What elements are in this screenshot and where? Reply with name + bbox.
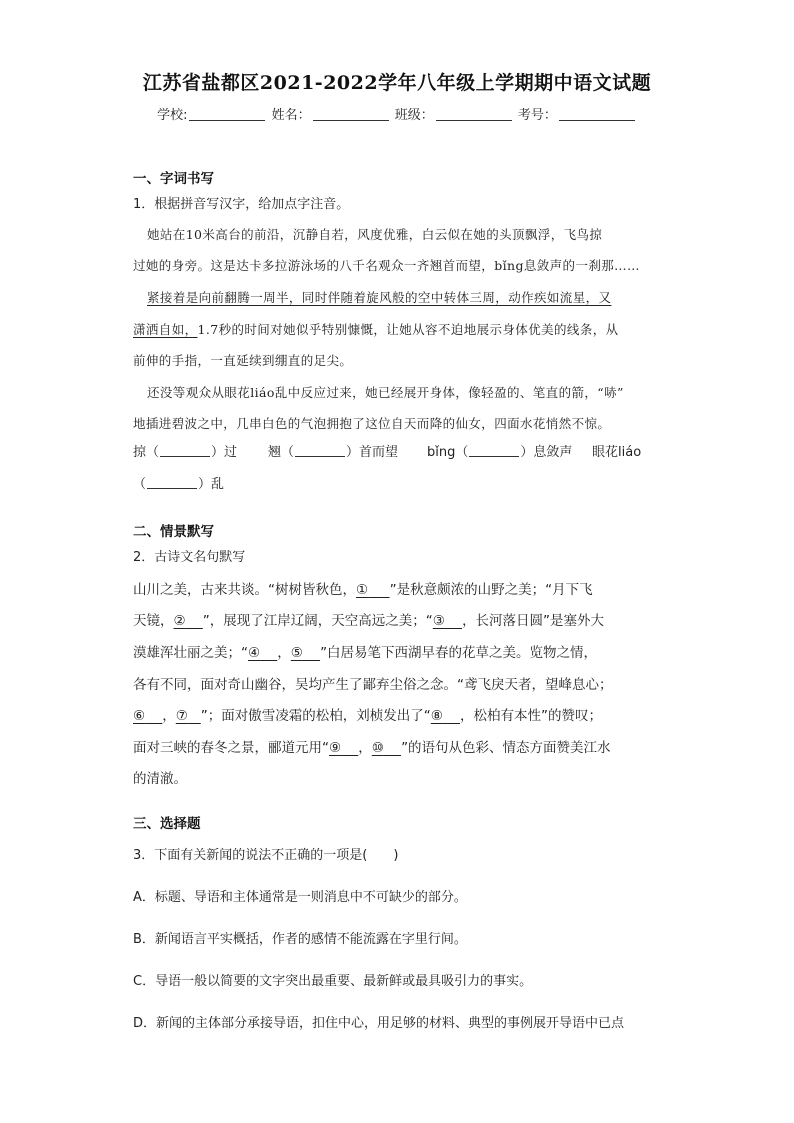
- pinyin-item-prefix: 掠（: [133, 445, 160, 460]
- answer-blank[interactable]: [295, 444, 345, 457]
- poem-text: 面对三峡的春冬之景，郦道元用“: [133, 740, 329, 756]
- poem-text: ”，展现了江岸辽阔，天空高远之美；“: [202, 613, 433, 629]
- passage-line: 过她的身旁。这是达卡多拉游泳场的八千名观众一齐翘首而望，bǐng息敛声的一刹那……: [133, 258, 640, 273]
- option-b[interactable]: B．新闻语言平实概括，作者的感情不能流露在字里行间。: [133, 932, 467, 947]
- blank-marker[interactable]: [329, 740, 358, 756]
- blank-marker[interactable]: [356, 582, 390, 598]
- id-label: 考号：: [517, 108, 557, 123]
- blank-marker[interactable]: [174, 613, 203, 629]
- blank-number: ⑧: [430, 708, 443, 724]
- poem-text: ，: [358, 740, 372, 756]
- poem-line: 各有不同，面对奇山幽谷，吴均产生了鄙弃尘俗之念。“鸢飞戾天者，望峰息心；: [133, 677, 613, 693]
- poem-text: ”白居易笔下西湖早春的花草之美。览物之情，: [320, 645, 598, 661]
- blank-number: ⑦: [175, 708, 188, 724]
- option-a[interactable]: A．标题、导语和主体通常是一则消息中不可缺少的部分。: [133, 890, 467, 905]
- answer-blank[interactable]: [160, 444, 210, 457]
- blank-number: ⑤: [290, 645, 303, 661]
- id-blank[interactable]: [559, 107, 635, 121]
- poem-line: [133, 578, 593, 598]
- section-heading-2: 二、情景默写: [133, 524, 214, 540]
- blank-marker[interactable]: [248, 645, 277, 661]
- blank-number: ②: [173, 613, 186, 629]
- poem-text: ，: [277, 645, 291, 661]
- school-label: 学校:: [157, 108, 188, 123]
- blank-number: ⑩: [371, 740, 384, 756]
- pinyin-item-4: 眼花liáo: [592, 445, 642, 460]
- question-2-prompt: 2．古诗文名句默写: [133, 550, 246, 565]
- section-heading-1: 一、字词书写: [133, 171, 214, 187]
- poem-text: 天镜，: [133, 613, 174, 629]
- pinyin-item-prefix: 翘（: [268, 445, 295, 460]
- name-blank[interactable]: [313, 107, 389, 121]
- pinyin-item-3: [427, 441, 572, 460]
- question-1-prompt: 1．根据拼音写汉字，给加点字注音。: [133, 197, 350, 212]
- pinyin-item-suffix: ）过: [211, 445, 238, 460]
- passage-line: 前伸的手指，一直延续到绷直的足尖。: [133, 353, 353, 368]
- poem-text: 山川之美，古来共谈。“树树皆秋色，: [133, 582, 356, 598]
- poem-line: [133, 736, 611, 756]
- option-d[interactable]: D．新闻的主体部分承接导语，扣住中心，用足够的材料、典型的事例展开导语中已点: [133, 1016, 625, 1031]
- pinyin-item-suffix: ）乱: [198, 477, 225, 492]
- class-label: 班级：: [394, 108, 434, 123]
- poem-text: ”是秋意颇浓的山野之美；“月下飞: [389, 582, 593, 598]
- blank-number: ⑥: [133, 708, 146, 724]
- poem-line: [133, 704, 602, 724]
- blank-marker[interactable]: [372, 740, 401, 756]
- pinyin-item-prefix: bǐng（: [427, 445, 469, 460]
- poem-line: [133, 641, 597, 661]
- pinyin-item-prefix: （: [133, 477, 147, 492]
- exam-title: 江苏省盐都区2021-2022学年八年级上学期期中语文试题: [142, 72, 652, 94]
- blank-marker[interactable]: [431, 708, 460, 724]
- blank-number: ③: [432, 613, 445, 629]
- passage-line: 她站在10米高台的前沿，沉静自若，风度优雅，白云似在她的头顶飘浮，飞鸟掠: [147, 227, 603, 242]
- passage-text: 1.7秒的时间对她似乎特别慷慨，让她从容不迫地展示身体优美的线条，从: [197, 322, 619, 337]
- blank-marker[interactable]: [133, 708, 162, 724]
- passage-line: 还没等观众从眼花liáo乱中反应过来，她已经展开身体，像轻盈的、笔直的箭，“哧”: [147, 385, 624, 400]
- pinyin-item-suffix: ）息敛声: [520, 445, 573, 460]
- passage-line: [133, 320, 663, 338]
- blank-number: ①: [356, 582, 369, 598]
- section-heading-3: 三、选择题: [133, 816, 201, 832]
- answer-blank[interactable]: [147, 476, 197, 489]
- poem-text: ，长河落日圆”是塞外大: [462, 613, 605, 629]
- blank-number: ⑨: [329, 740, 342, 756]
- poem-text: 漠雄浑壮丽之美；“: [133, 645, 248, 661]
- pinyin-item-1: [133, 441, 237, 460]
- poem-line: 的清澈。: [133, 771, 187, 787]
- question-3-prompt: 3．下面有关新闻的说法不正确的一项是( ): [133, 848, 399, 863]
- poem-text: ，: [162, 708, 176, 724]
- answer-blank[interactable]: [469, 444, 519, 457]
- passage-line: 紧接着是向前翻腾一周半，同时伴随着旋风般的空中转体三周，动作疾如流星，又: [147, 290, 612, 305]
- blank-marker[interactable]: [291, 645, 320, 661]
- poem-text: ”的语句从色彩、情态方面赞美江水: [401, 740, 611, 756]
- option-c[interactable]: C．导语一般以简要的文字突出最重要、最新鲜或最具吸引力的事实。: [133, 974, 533, 989]
- blank-marker[interactable]: [176, 708, 201, 724]
- blank-marker[interactable]: [433, 613, 462, 629]
- class-blank[interactable]: [436, 107, 512, 121]
- poem-text: ，松柏有本性”的赞叹；: [460, 708, 603, 724]
- pinyin-item-2: [268, 441, 398, 460]
- school-blank[interactable]: [189, 107, 265, 121]
- pinyin-item-4-blank: [133, 473, 224, 492]
- underlined-phrase: 潇洒自如，: [133, 322, 198, 337]
- blank-number: ④: [248, 645, 261, 661]
- pinyin-item-suffix: ）首而望: [346, 445, 399, 460]
- poem-line: [133, 609, 604, 629]
- name-label: 姓名：: [271, 108, 311, 123]
- passage-line: 地插进碧波之中，几串白色的气泡拥抱了这位自天而降的仙女，四面水花悄然不惊。: [133, 416, 611, 431]
- poem-text: ”；面对傲雪凌霜的松柏，刘桢发出了“: [200, 708, 431, 724]
- student-info-line: [0, 104, 794, 123]
